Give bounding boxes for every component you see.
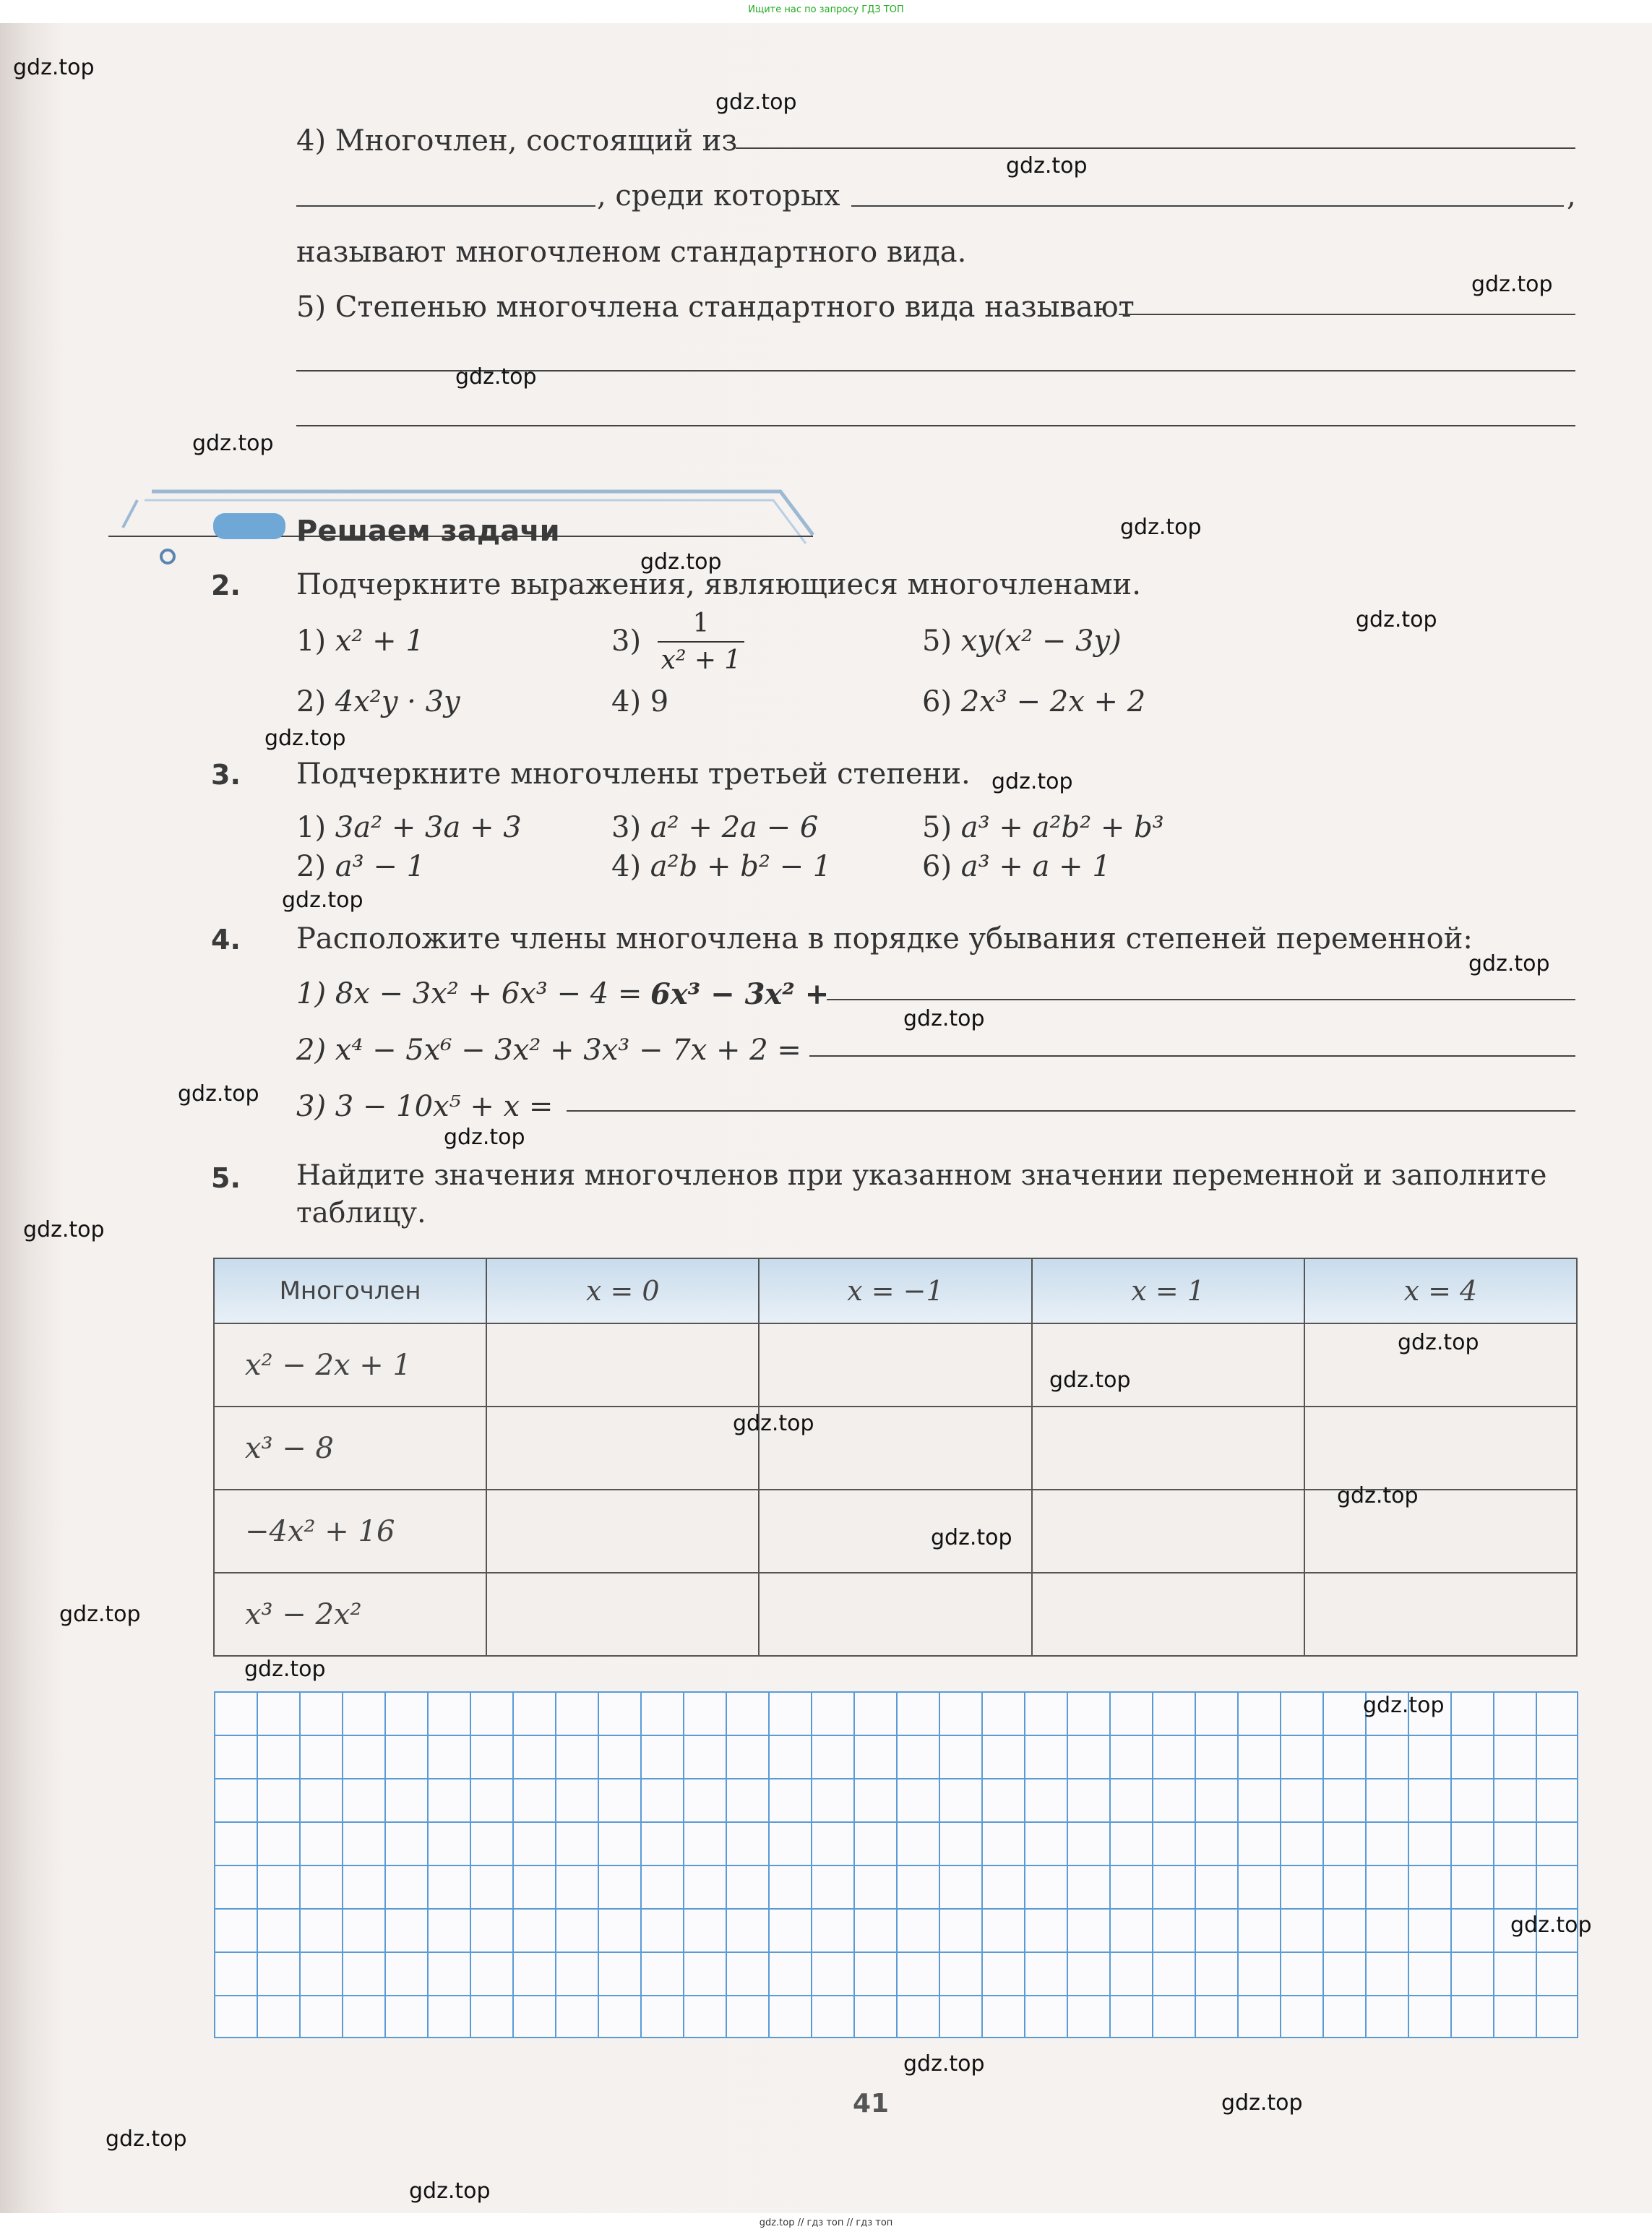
watermark: gdz.top xyxy=(1049,1367,1131,1393)
watermark: gdz.top xyxy=(1510,1912,1592,1938)
fill-line xyxy=(1119,314,1575,315)
watermark: gdz.top xyxy=(1337,1483,1419,1508)
option-expression: 9 xyxy=(650,685,669,718)
polynomial-expression: −4x² + 16 xyxy=(245,1514,395,1548)
option-expression: a³ + a²b² + b³ xyxy=(960,811,1164,844)
watermark: gdz.top xyxy=(282,888,363,913)
option-number: 3) xyxy=(611,624,642,658)
watermark: gdz.top xyxy=(991,769,1073,794)
task2-number: 2. xyxy=(211,570,241,601)
header-polynomial: Многочлен xyxy=(214,1258,486,1323)
answer-line[interactable] xyxy=(827,999,1575,1000)
option-number: 6) xyxy=(922,850,952,883)
fill-line xyxy=(296,425,1575,426)
option-number: 3) xyxy=(611,811,642,844)
watermark: gdz.top xyxy=(409,2178,491,2204)
watermark: gdz.top xyxy=(244,1657,326,1682)
task4-text: Расположите члены многочлена в порядке убывания степеней переменной: xyxy=(296,922,1473,956)
def-comma: , xyxy=(1567,179,1576,212)
option-number: 5) xyxy=(922,811,952,844)
task3-option-2[interactable] xyxy=(296,850,425,883)
watermark: gdz.top xyxy=(1363,1693,1445,1718)
watermark: gdz.top xyxy=(192,431,274,456)
answer-line[interactable] xyxy=(567,1110,1575,1112)
option-expression: a² + 2a − 6 xyxy=(650,811,819,844)
page-number: 41 xyxy=(853,2089,890,2118)
task2-option-5[interactable] xyxy=(922,624,1122,658)
watermark: gdz.top xyxy=(13,55,95,80)
fill-line xyxy=(851,205,1564,207)
option-number: 5) xyxy=(922,624,952,658)
answer-cell[interactable] xyxy=(1032,1323,1304,1407)
task5-text-line2: таблицу. xyxy=(296,1197,426,1229)
option-expression: 4x²y · 3y xyxy=(335,685,460,718)
header-label: x = 1 xyxy=(1131,1275,1205,1307)
header-label: x = 0 xyxy=(585,1275,660,1307)
def-item4-part3: называют многочленом стандартного вида. xyxy=(296,236,967,269)
fill-line xyxy=(736,147,1575,149)
answer-cell[interactable] xyxy=(1304,1407,1577,1490)
watermark: gdz.top xyxy=(1356,607,1437,632)
watermark: gdz.top xyxy=(640,549,722,575)
watermark: gdz.top xyxy=(1006,153,1088,179)
task4-line1-answer: 6x³ − 3x² + xyxy=(650,977,830,1011)
polynomial-expression: x² − 2x + 1 xyxy=(245,1348,411,1382)
polynomial-cell xyxy=(214,1573,486,1656)
fill-line xyxy=(296,205,595,207)
task2-option-1[interactable] xyxy=(296,624,424,658)
fraction-numerator: 1 xyxy=(692,609,710,638)
header-x4 xyxy=(1304,1258,1577,1323)
watermark: gdz.top xyxy=(264,726,346,751)
option-number: 1) xyxy=(296,811,327,844)
task2-option-4[interactable] xyxy=(611,685,668,718)
option-expression: 2x³ − 2x + 2 xyxy=(960,685,1146,718)
task3-option-3[interactable] xyxy=(611,811,818,844)
header-label: x = −1 xyxy=(847,1275,944,1307)
option-expression: 3a² + 3a + 3 xyxy=(335,811,522,844)
polynomial-cell xyxy=(214,1407,486,1490)
bottom-note: gdz.top // гдз топ // гдз топ xyxy=(759,2217,893,2228)
option-number: 1) xyxy=(296,624,327,658)
answer-cell[interactable] xyxy=(1032,1573,1304,1656)
top-note: Ищите нас по запросу ГДЗ ТОП xyxy=(748,4,904,15)
watermark: gdz.top xyxy=(1398,1330,1479,1355)
polynomial-expression: x³ − 2x² xyxy=(245,1597,362,1631)
task3-number: 3. xyxy=(211,759,241,791)
watermark: gdz.top xyxy=(1471,272,1553,297)
task4-number: 4. xyxy=(211,924,241,956)
watermark: gdz.top xyxy=(1120,515,1202,540)
task4-line1: 1) 8x − 3x² + 6x³ − 4 = xyxy=(296,977,642,1010)
def-item4-part2: , среди которых xyxy=(597,179,840,212)
option-expression: a³ + a + 1 xyxy=(960,850,1111,883)
option-number: 6) xyxy=(922,685,952,718)
task5-number: 5. xyxy=(211,1162,241,1194)
header-xminus1 xyxy=(759,1258,1031,1323)
answer-cell[interactable] xyxy=(486,1323,759,1407)
graph-paper-area[interactable] xyxy=(214,1691,1578,2038)
answer-cell[interactable] xyxy=(486,1490,759,1573)
watermark: gdz.top xyxy=(23,1217,105,1242)
watermark: gdz.top xyxy=(1468,951,1550,976)
section-title: Решаем задачи xyxy=(296,515,560,548)
answer-cell[interactable] xyxy=(1032,1407,1304,1490)
values-table xyxy=(213,1258,1578,1657)
def-item5: 5) Степенью многочлена стандартного вида называют xyxy=(296,291,1135,324)
header-label: x = 4 xyxy=(1403,1275,1478,1307)
answer-cell[interactable] xyxy=(486,1407,759,1490)
answer-cell[interactable] xyxy=(1032,1490,1304,1573)
table-row xyxy=(214,1323,1577,1407)
fraction-bar xyxy=(658,641,744,643)
watermark: gdz.top xyxy=(903,1006,985,1031)
table-header-row xyxy=(214,1258,1577,1323)
watermark: gdz.top xyxy=(455,364,537,390)
option-number: 4) xyxy=(611,850,642,883)
polynomial-expression: x³ − 8 xyxy=(245,1431,334,1465)
watermark: gdz.top xyxy=(715,90,797,115)
watermark: gdz.top xyxy=(733,1411,814,1436)
option-expression: xy(x² − 3y) xyxy=(960,624,1122,658)
watermark: gdz.top xyxy=(1221,2090,1303,2116)
watermark: gdz.top xyxy=(106,2126,187,2152)
task3-option-4[interactable] xyxy=(611,850,831,883)
polynomial-cell xyxy=(214,1490,486,1573)
option-number: 2) xyxy=(296,850,327,883)
watermark: gdz.top xyxy=(444,1125,525,1150)
task3-option-6[interactable] xyxy=(922,850,1111,883)
option-number: 2) xyxy=(296,685,327,718)
task4-line3: 3) 3 − 10x⁵ + x = xyxy=(296,1090,554,1123)
watermark: gdz.top xyxy=(178,1081,259,1107)
watermark: gdz.top xyxy=(931,1525,1012,1550)
task2-text: Подчеркните выражения, являющиеся многочленами. xyxy=(296,568,1141,601)
task2-option-6[interactable] xyxy=(922,685,1145,718)
answer-line[interactable] xyxy=(809,1055,1575,1057)
task5-text-line1: Найдите значения многочленов при указанном значении переменной и заполните xyxy=(296,1159,1547,1192)
option-expression: a³ − 1 xyxy=(335,850,426,883)
option-expression: a²b + b² − 1 xyxy=(650,850,832,883)
watermark: gdz.top xyxy=(903,2051,985,2077)
polynomial-cell xyxy=(214,1323,486,1407)
header-x1 xyxy=(1032,1258,1304,1323)
def-item4-part1: 4) Многочлен, состоящий из xyxy=(296,124,738,158)
task2-option-3-fraction[interactable] xyxy=(658,609,744,675)
table-row xyxy=(214,1407,1577,1490)
watermark: gdz.top xyxy=(59,1602,141,1627)
answer-cell[interactable] xyxy=(759,1573,1031,1656)
header-x0 xyxy=(486,1258,759,1323)
fraction-denominator: x² + 1 xyxy=(661,645,741,675)
task2-option-2[interactable] xyxy=(296,685,460,718)
answer-cell[interactable] xyxy=(759,1323,1031,1407)
table-row xyxy=(214,1573,1577,1656)
task4-line2: 2) x⁴ − 5x⁶ − 3x² + 3x³ − 7x + 2 = xyxy=(296,1034,801,1067)
task2-option-3[interactable] xyxy=(611,624,641,658)
answer-cell[interactable] xyxy=(1304,1573,1577,1656)
task3-option-1[interactable] xyxy=(296,811,522,844)
task3-text: Подчеркните многочлены третьей степени. xyxy=(296,757,971,791)
answer-cell[interactable] xyxy=(486,1573,759,1656)
option-number: 4) xyxy=(611,685,642,718)
option-expression: x² + 1 xyxy=(335,624,424,658)
task3-option-5[interactable] xyxy=(922,811,1164,844)
